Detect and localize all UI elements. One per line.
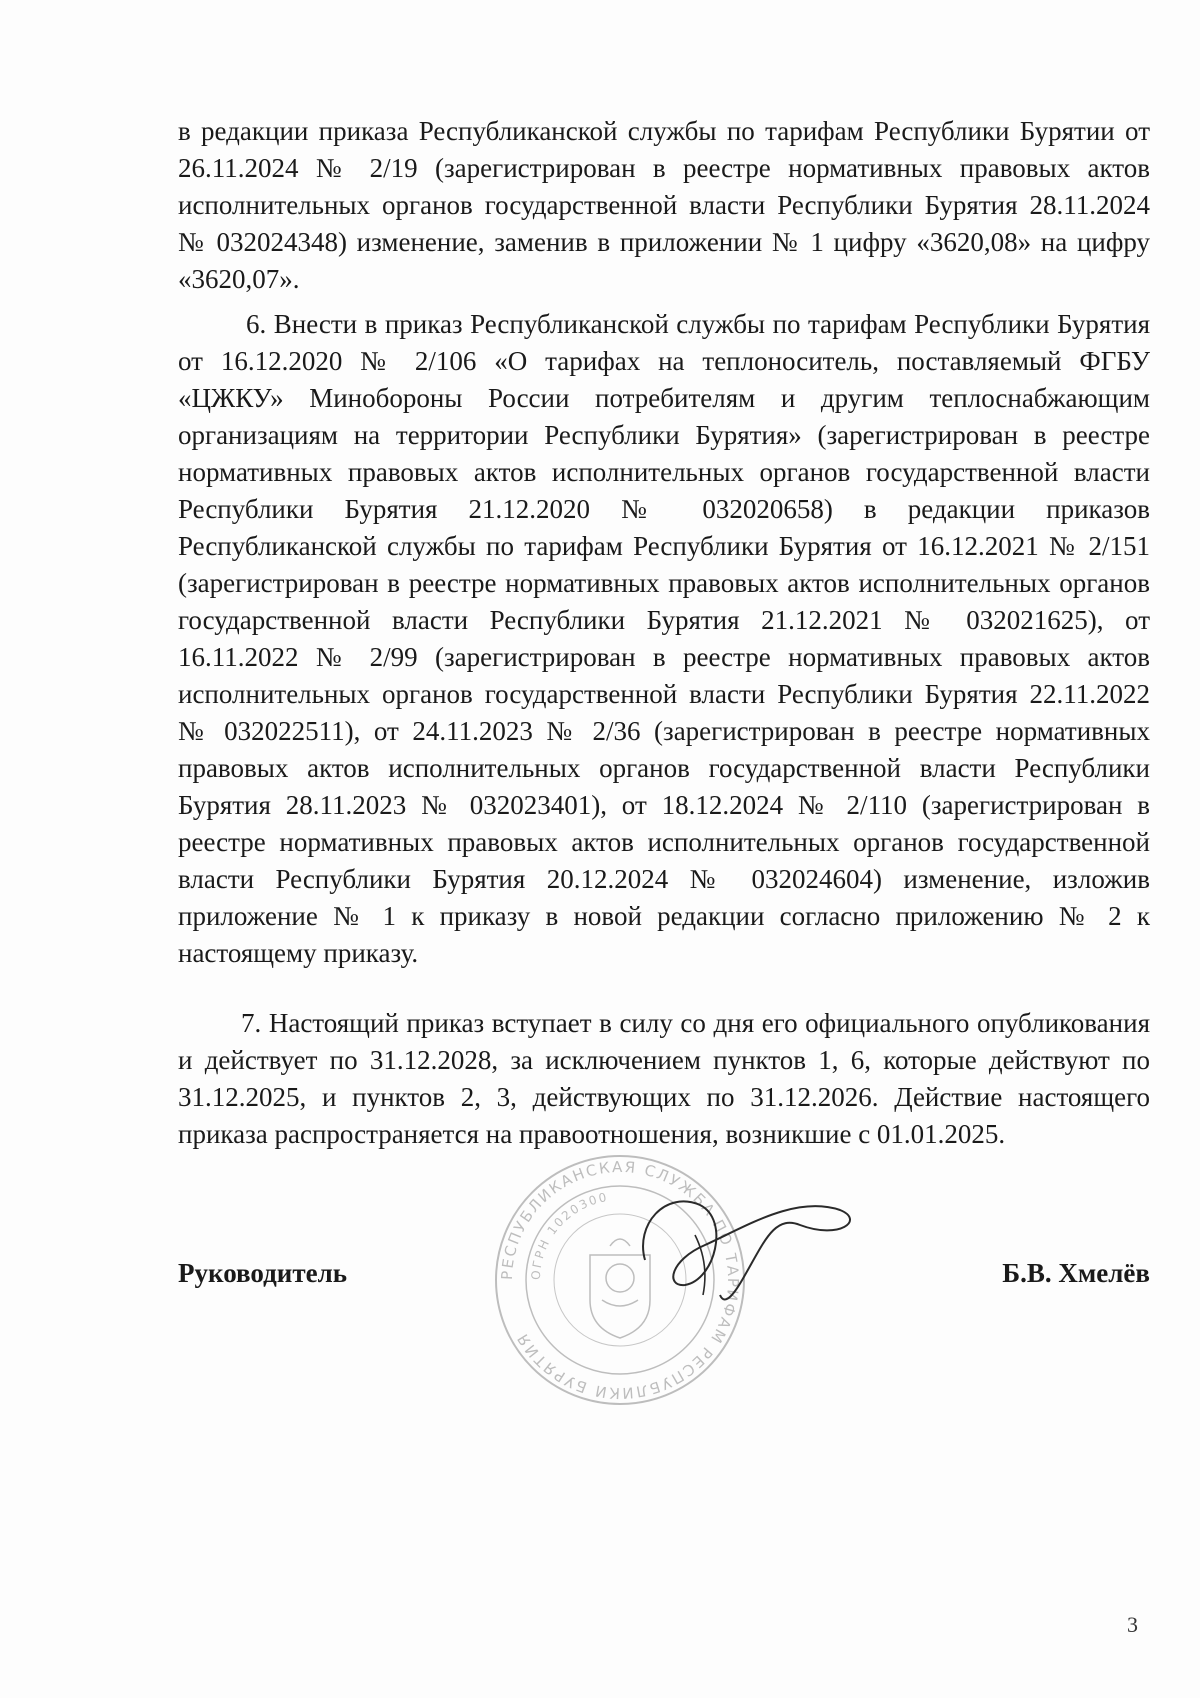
paragraph-item-7: 7. Настоящий приказ вступает в силу со дня его официального опубликования и действует по 31.12.2028, за исключением пунктов 1, 6, которые действуют по 31.12.2025, и пунктов 2, 3, действующих по 31.12.2026. Действие настоящего приказа распространяется на правоотношения, возникшие с 01.01.2025. xyxy=(178,1008,1150,1149)
paragraph-continuation: в редакции приказа Республиканской службы по тарифам Республики Бурятии от 26.11.2024 № 2/19 (зарегистрирован в реестре нормативных правовых актов исполнительных органов государственной власти Республики Бурятия 28.11.2024 № 032024348) изменение, заменив в приложении № 1 цифру «3620,08» на цифру «3620,07». xyxy=(178,116,1150,294)
page-number: 3 xyxy=(1127,1612,1138,1637)
handwritten-signature xyxy=(625,1165,865,1315)
signatory-title: Руководитель xyxy=(178,1258,348,1288)
seal-outer-text: РЕСПУБЛИКАНСКАЯ СЛУЖБА ПО ТАРИФАМ РЕСПУБЛИКИ БУРЯТИЯ xyxy=(497,1157,743,1403)
seal-inner-text: ОГРН 1020300 xyxy=(528,1189,610,1281)
paragraph-item-6: 6. Внести в приказ Республиканской службы по тарифам Республики Бурятия от 16.12.2020 № 2/106 «О тарифах на теплоноситель, поставляемый ФГБУ «ЦЖКУ» Минобороны России потребителям и другим теплоснабжающим организациям на территории Республики Бурятия» (зарегистрирован в реестре нормативных правовых актов исполнительных органов государственной власти Республики Бурятия 21.12.2020 № 032020658) в редакции приказов Республиканской службы по тарифам Республики Бурятия от 16.12.2021 № 2/151 (зарегистрирован в реестре нормативных правовых актов исполнительных органов государственной власти Республики Бурятия 21.12.2021 № 032021625), от 16.11.2022 № 2/99 (зарегистрирован в реестре нормативных правовых актов исполнительных органов государственной власти Республики Бурятия 22.11.2022 № 032022511), от 24.11.2023 № 2/36 (зарегистрирован в реестре нормативных правовых актов исполнительных органов государственной власти Республики Бурятия 28.11.2023 № 032023401), от 18.12.2024 № 2/110 (зарегистрирован в реестре нормативных правовых актов исполнительных органов государственной власти Республики Бурятия 20.12.2024 № 032024604) изменение, изложив приложение № 1 к приказу в новой редакции согласно приложению № 2 к настоящему приказу. xyxy=(178,309,1150,968)
signatory-name: Б.В. Хмелёв xyxy=(1002,1258,1150,1288)
